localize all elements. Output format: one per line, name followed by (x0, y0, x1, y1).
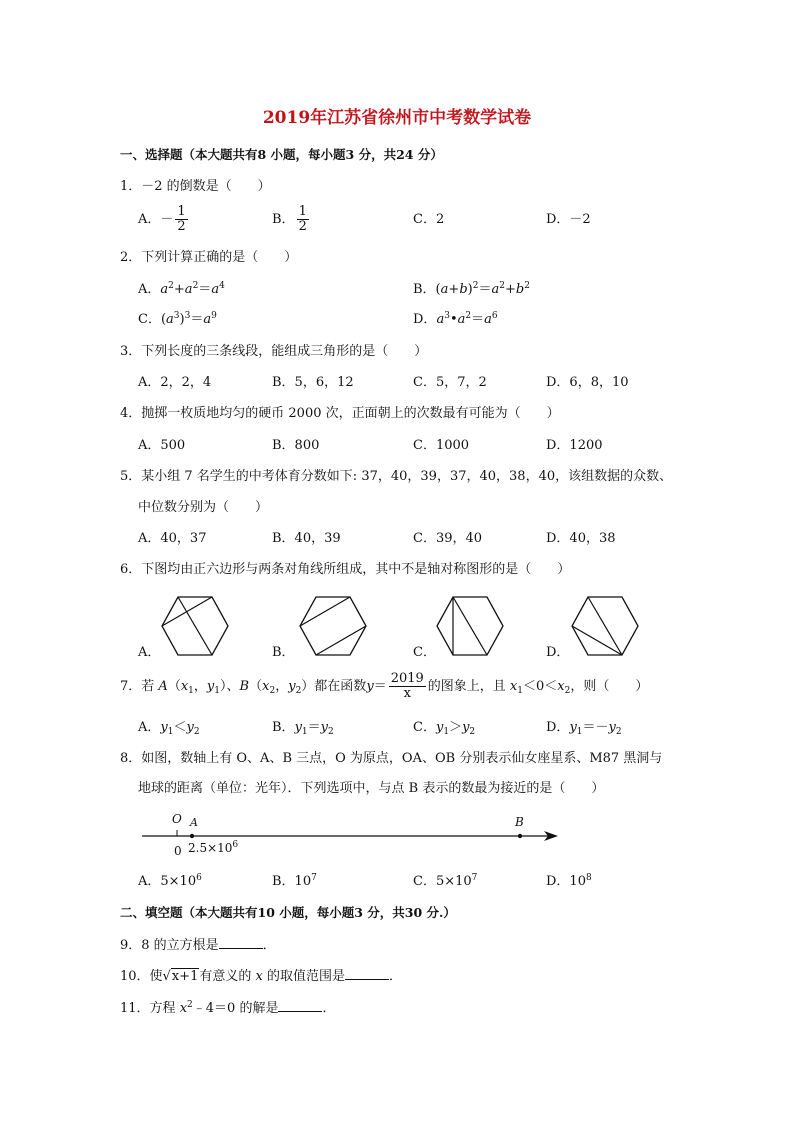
q7-option-b[interactable]: B．$y_1=y_2$ (272, 720, 334, 737)
answer-blank[interactable] (345, 967, 389, 980)
denominator: 2 (177, 219, 186, 234)
section-heading-fill: 二、填空题（本大题共有10 小题，每小题3 分，共30 分.） (120, 905, 456, 920)
option-label: A． (138, 212, 161, 227)
denominator: x (403, 686, 411, 701)
q7-option-a[interactable]: A．$y_1<y_2$ (138, 720, 200, 737)
q5-option-b[interactable]: B．40，39 (272, 531, 341, 546)
question-4-stem: 4．抛掷一枚质地均匀的硬币 2000 次，正面朝上的次数最有可能为（ ） (120, 406, 560, 421)
question-6-stem: 6．下图均由正六边形与两条对角线所组成，其中不是轴对称图形的是（ ） (120, 562, 571, 577)
hexagon-figure-b[interactable] (298, 595, 368, 657)
question-9 (120, 936, 276, 954)
point-b-dot (518, 834, 522, 838)
value-exponent: 6 (232, 840, 239, 850)
variable: x (179, 1001, 188, 1016)
question-11 (120, 999, 335, 1017)
square-root: √x+1 (162, 969, 199, 984)
q6-option-b[interactable]: B． (272, 645, 295, 660)
question-5-stem-line2: 中位数分别为（ ） (138, 500, 269, 515)
hexagon-figure-a[interactable] (160, 595, 230, 657)
point-a-dot (190, 834, 194, 838)
q3-option-a[interactable]: A．2，2，4 (138, 375, 212, 390)
hexagon-figure-d[interactable] (570, 595, 640, 657)
q3-option-c[interactable]: C．5，7，2 (413, 375, 487, 390)
question-text: 10．使 (120, 969, 163, 984)
hexagon-figure-c[interactable] (435, 595, 505, 657)
option-label: D． (546, 720, 570, 735)
section-heading-choice: 一、选择题（本大题共有8 小题，每小题3 分，共24 分） (120, 147, 443, 162)
question-5-stem-line1: 5．某小组 7 名学生的中考体育分数如下: 37，40，39，37，40，38，40，该组数据的众数、 (120, 469, 673, 484)
question-7-stem: 7．若 $A(x_1$，$y_1$）、$B(x_2$，$y_2$）都在函数y＝ $\frac{2019}{x}$ 的图象上，且 $x_1<0<x_2$，则（ ） (120, 671, 649, 701)
q2-option-a[interactable]: A．$a^2+a^2=a^4$ (138, 281, 225, 297)
question-text: 的取值范围是 (266, 969, 345, 984)
option-label: C． (413, 720, 436, 735)
label-zero: 0 (174, 844, 182, 858)
q8-option-d[interactable] (546, 874, 592, 890)
q6-option-c[interactable]: C． (413, 645, 436, 660)
q4-option-d[interactable]: D．1200 (546, 438, 603, 453)
numerator: 2019 (390, 671, 424, 686)
question-text: 11．方程 (120, 1001, 176, 1016)
q4-option-c[interactable]: C．1000 (413, 438, 470, 453)
q7-option-d[interactable]: D．$y_1=-y_2$ (546, 720, 622, 737)
answer-blank[interactable] (219, 936, 263, 949)
q2-option-c[interactable]: C．$(a^3)^3=a^9$ (138, 311, 217, 327)
diagonal (178, 597, 212, 655)
q1-option-c[interactable]: C．2 (413, 212, 445, 227)
period: ． (262, 938, 276, 953)
question-1-stem: 1．－2 的倒数是（ ） (120, 179, 271, 194)
diagonal (453, 597, 487, 655)
exponent: 7 (311, 873, 317, 883)
q2-option-b[interactable]: B．$(a+b)^2=a^2+b^2$ (413, 281, 530, 297)
exponent: 7 (471, 873, 478, 883)
question-8-stem-line1: 8．如图，数轴上有 O、A、B 三点，O 为原点，OA、OB 分别表示仙女座星系、M87 黑洞与 (120, 751, 663, 766)
variable: x (255, 969, 263, 984)
q5-option-d[interactable]: D．40，38 (546, 531, 616, 546)
question-2-stem: 2．下列计算正确的是（ ） (120, 250, 298, 265)
fraction (175, 205, 187, 234)
exponent: 2 (187, 1000, 193, 1010)
minus-sign: － (160, 212, 174, 227)
period: ． (389, 969, 403, 984)
numerator: 1 (298, 204, 307, 219)
q6-option-d[interactable]: D． (546, 645, 570, 660)
label-a: A (190, 816, 198, 829)
q8-option-a[interactable] (138, 874, 202, 890)
q8-option-b[interactable] (272, 874, 317, 890)
option-text: D．10 (546, 874, 586, 889)
label-o: O (172, 812, 182, 826)
fraction (297, 205, 309, 234)
question-text: 9．8 的立方根是 (120, 938, 219, 953)
question-10 (120, 967, 402, 985)
option-text: C．5×10 (413, 874, 472, 889)
answer-blank[interactable] (278, 999, 322, 1012)
q1-option-b[interactable] (272, 205, 311, 235)
diagonal (588, 597, 622, 655)
question-3-stem: 3．下列长度的三条线段，能组成三角形的是（ ） (120, 344, 428, 359)
denominator: 2 (298, 219, 307, 234)
q7-prefix: 7．若 (120, 679, 155, 694)
radicand: x+1 (171, 969, 199, 984)
exponent: 6 (196, 873, 202, 883)
q3-option-b[interactable]: B．5，6，12 (272, 375, 354, 390)
q1-option-d[interactable]: D．－2 (546, 212, 591, 227)
q5-option-a[interactable]: A．40，37 (138, 531, 207, 546)
label-a-value (188, 840, 238, 856)
q5-option-c[interactable]: C．39，40 (413, 531, 483, 546)
q4-option-b[interactable]: B．800 (272, 438, 320, 453)
point-a-label: A (158, 679, 168, 694)
option-label: B． (272, 212, 295, 227)
exponent: 8 (585, 873, 592, 883)
fraction (389, 672, 426, 701)
period: ． (322, 1001, 336, 1016)
q6-option-a[interactable]: A． (138, 645, 161, 660)
point-b-label: B (239, 679, 250, 694)
question-text: 有意义的 (199, 969, 252, 984)
question-text: ﹣4＝0 的解是 (192, 1001, 279, 1016)
q4-option-a[interactable]: A．500 (138, 438, 186, 453)
numerator: 1 (177, 204, 186, 219)
option-text: B．10 (272, 874, 312, 889)
label-b: B (515, 815, 524, 829)
option-text: A．5×10 (138, 874, 197, 889)
question-8-stem-line2: 地球的距离（单位：光年）．下列选项中，与点 B 表示的数最为接近的是（ ） (138, 781, 605, 796)
document-title: 2019年江苏省徐州市中考数学试卷 (262, 108, 532, 128)
value-base: 2.5×10 (188, 841, 233, 855)
hexagon (300, 597, 366, 655)
q8-option-c[interactable] (413, 874, 477, 890)
q3-option-d[interactable]: D．6，8，10 (546, 375, 629, 390)
q2-option-d[interactable]: D．$a^3•a^2=a^6$ (413, 311, 498, 327)
q7-option-c[interactable]: C．$y_1>y_2$ (413, 720, 476, 737)
q1-option-a[interactable] (138, 205, 190, 235)
